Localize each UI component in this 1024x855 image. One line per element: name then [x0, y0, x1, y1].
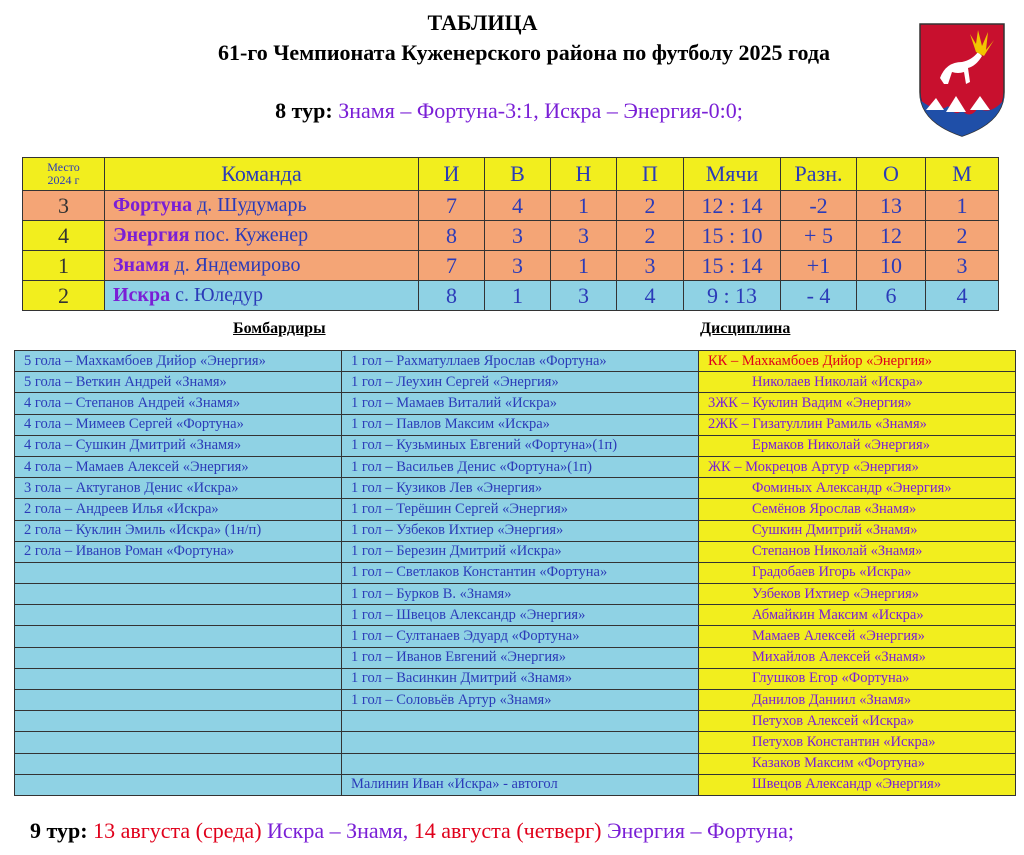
scorer-cell — [15, 753, 342, 774]
wins-cell: 3 — [485, 221, 551, 251]
standings-row — [23, 221, 999, 251]
scorer-cell: 4 гола – Мамаев Алексей «Энергия» — [15, 456, 342, 477]
header-goals: Мячи — [684, 158, 781, 191]
diff-cell: +1 — [781, 251, 857, 281]
scorer-cell: 1 гол – Бурков В. «Знамя» — [342, 584, 699, 605]
team-name: Энергия — [113, 224, 190, 246]
scorer-cell: 1 гол – Рахматуллаев Ярослав «Фортуна» — [342, 351, 699, 372]
header-position: М — [926, 158, 999, 191]
scorer-cell: 1 гол – Леухин Сергей «Энергия» — [342, 372, 699, 393]
scorer-cell: 1 гол – Васильев Денис «Фортуна»(1п) — [342, 456, 699, 477]
discipline-cell: Швецов Александр «Энергия» — [699, 774, 1016, 795]
round9-schedule — [30, 818, 794, 844]
games-cell: 8 — [419, 281, 485, 311]
scorer-cell — [15, 774, 342, 795]
round8-label: 8 тур: — [275, 98, 333, 123]
scorer-cell: 4 гола – Сушкин Дмитрий «Знамя» — [15, 435, 342, 456]
scorer-cell: 3 гола – Актуганов Денис «Искра» — [15, 478, 342, 499]
standings-header-row — [23, 158, 999, 191]
list-row — [15, 456, 1016, 477]
header-diff: Разн. — [781, 158, 857, 191]
scorer-cell — [15, 647, 342, 668]
scorers-heading: Бомбардиры — [233, 320, 326, 337]
scorer-cell: 1 гол – Павлов Максим «Искра» — [342, 414, 699, 435]
coat-of-arms-icon — [918, 22, 1006, 138]
position-cell: 3 — [926, 251, 999, 281]
games-cell: 7 — [419, 251, 485, 281]
discipline-cell: Глушков Егор «Фортуна» — [699, 668, 1016, 689]
list-row — [15, 562, 1016, 583]
scorer-cell: 1 гол – Швецов Александр «Энергия» — [342, 605, 699, 626]
scorer-cell: 1 гол – Султанаев Эдуард «Фортуна» — [342, 626, 699, 647]
list-row — [15, 753, 1016, 774]
list-row — [15, 626, 1016, 647]
list-row — [15, 541, 1016, 562]
games-cell: 8 — [419, 221, 485, 251]
scorer-cell — [15, 690, 342, 711]
header-points: О — [857, 158, 926, 191]
discipline-cell: Сушкин Дмитрий «Знамя» — [699, 520, 1016, 541]
scorer-cell: 5 гола – Веткин Андрей «Знамя» — [15, 372, 342, 393]
header-place-line1: Место — [47, 160, 80, 174]
place-cell: 4 — [23, 221, 105, 251]
round9-date2: 14 августа (четверг) — [413, 818, 602, 843]
scorer-cell: 1 гол – Мамаев Виталий «Искра» — [342, 393, 699, 414]
round9-label: 9 тур: — [30, 818, 88, 843]
discipline-cell: Степанов Николай «Знамя» — [699, 541, 1016, 562]
scorer-cell — [15, 732, 342, 753]
scorer-cell — [342, 732, 699, 753]
lists-body — [15, 351, 1016, 796]
scorer-cell — [15, 584, 342, 605]
losses-cell: 3 — [617, 251, 684, 281]
losses-cell: 2 — [617, 221, 684, 251]
discipline-cell: 3ЖК – Куклин Вадим «Энергия» — [699, 393, 1016, 414]
losses-cell: 2 — [617, 191, 684, 221]
standings-row — [23, 191, 999, 221]
team-cell — [105, 251, 419, 281]
round9-match2: Энергия – Фортуна; — [606, 818, 795, 843]
diff-cell: -2 — [781, 191, 857, 221]
round9-match1: Искра – Знамя, — [267, 818, 409, 843]
header-games: И — [419, 158, 485, 191]
list-row — [15, 393, 1016, 414]
list-row — [15, 435, 1016, 456]
scorer-cell: 1 гол – Кузиков Лев «Энергия» — [342, 478, 699, 499]
position-cell: 2 — [926, 221, 999, 251]
team-cell — [105, 281, 419, 311]
header-wins: В — [485, 158, 551, 191]
list-row — [15, 414, 1016, 435]
header-team: Команда — [105, 158, 419, 191]
scorer-cell — [15, 562, 342, 583]
discipline-cell: Николаев Николай «Искра» — [699, 372, 1016, 393]
round9-date1: 13 августа (среда) — [93, 818, 262, 843]
team-name: Знамя — [113, 254, 170, 276]
wins-cell: 4 — [485, 191, 551, 221]
place-cell: 2 — [23, 281, 105, 311]
discipline-cell: Градобаев Игорь «Искра» — [699, 562, 1016, 583]
scorer-cell: 1 гол – Узбеков Ихтиер «Энергия» — [342, 520, 699, 541]
list-row — [15, 584, 1016, 605]
header-draws: Н — [551, 158, 617, 191]
list-row — [15, 732, 1016, 753]
team-name: Фортуна — [113, 194, 193, 216]
standings-row — [23, 281, 999, 311]
team-cell — [105, 191, 419, 221]
discipline-cell: Мамаев Алексей «Энергия» — [699, 626, 1016, 647]
list-row — [15, 668, 1016, 689]
team-cell — [105, 221, 419, 251]
scorer-cell — [15, 668, 342, 689]
discipline-cell: 2ЖК – Гизатуллин Рамиль «Знамя» — [699, 414, 1016, 435]
scorer-cell — [15, 626, 342, 647]
header-place-line2: 2024 г — [47, 173, 80, 187]
place-cell: 1 — [23, 251, 105, 281]
position-cell: 1 — [926, 191, 999, 221]
scorers-discipline-table — [14, 350, 1016, 796]
discipline-cell: Данилов Даниил «Знамя» — [699, 690, 1016, 711]
discipline-cell: Петухов Константин «Искра» — [699, 732, 1016, 753]
discipline-cell: Фоминых Александр «Энергия» — [699, 478, 1016, 499]
discipline-cell: Казаков Максим «Фортуна» — [699, 753, 1016, 774]
scorer-cell: 2 гола – Андреев Илья «Искра» — [15, 499, 342, 520]
team-name: Искра — [113, 284, 171, 306]
wins-cell: 1 — [485, 281, 551, 311]
list-row — [15, 351, 1016, 372]
scorer-cell: 1 гол – Кузьминых Евгений «Фортуна»(1п) — [342, 435, 699, 456]
standings-row — [23, 251, 999, 281]
list-row — [15, 690, 1016, 711]
discipline-cell: Ермаков Николай «Энергия» — [699, 435, 1016, 456]
list-row — [15, 774, 1016, 795]
diff-cell: + 5 — [781, 221, 857, 251]
header-place — [23, 158, 105, 191]
scorer-cell: 1 гол – Светлаков Константин «Фортуна» — [342, 562, 699, 583]
discipline-cell: Петухов Алексей «Искра» — [699, 711, 1016, 732]
standings-table — [22, 157, 999, 311]
draws-cell: 1 — [551, 251, 617, 281]
wins-cell: 3 — [485, 251, 551, 281]
discipline-cell: КК – Махкамбоев Дийор «Энергия» — [699, 351, 1016, 372]
goals-cell: 12 : 14 — [684, 191, 781, 221]
page-subtitle: 61-го Чемпионата Куженерского района по футболу 2025 года — [218, 40, 830, 65]
discipline-cell: Узбеков Ихтиер «Энергия» — [699, 584, 1016, 605]
list-row — [15, 499, 1016, 520]
scorer-cell: 1 гол – Васинкин Дмитрий «Знамя» — [342, 668, 699, 689]
team-locality: пос. Куженер — [189, 224, 309, 246]
scorer-cell: 4 гола – Степанов Андрей «Знамя» — [15, 393, 342, 414]
scorer-cell: 5 гола – Махкамбоев Дийор «Энергия» — [15, 351, 342, 372]
team-locality: д. Яндемирово — [169, 254, 301, 276]
page-title: ТАБЛИЦА — [427, 10, 538, 35]
list-row — [15, 520, 1016, 541]
points-cell: 12 — [857, 221, 926, 251]
round8-results — [0, 98, 1018, 124]
place-cell: 3 — [23, 191, 105, 221]
points-cell: 6 — [857, 281, 926, 311]
list-row — [15, 372, 1016, 393]
goals-cell: 15 : 10 — [684, 221, 781, 251]
losses-cell: 4 — [617, 281, 684, 311]
draws-cell: 3 — [551, 221, 617, 251]
header-losses: П — [617, 158, 684, 191]
list-row — [15, 711, 1016, 732]
scorer-cell — [15, 711, 342, 732]
scorer-cell: Малинин Иван «Искра» - автогол — [342, 774, 699, 795]
diff-cell: - 4 — [781, 281, 857, 311]
scorer-cell — [342, 753, 699, 774]
goals-cell: 15 : 14 — [684, 251, 781, 281]
discipline-cell: ЖК – Мокрецов Артур «Энергия» — [699, 456, 1016, 477]
team-locality: с. Юледур — [170, 284, 264, 306]
scorer-cell: 1 гол – Терёшин Сергей «Энергия» — [342, 499, 699, 520]
list-row — [15, 478, 1016, 499]
discipline-cell: Семёнов Ярослав «Знамя» — [699, 499, 1016, 520]
goals-cell: 9 : 13 — [684, 281, 781, 311]
draws-cell: 1 — [551, 191, 617, 221]
list-row — [15, 647, 1016, 668]
scorer-cell — [342, 711, 699, 732]
round8-scores: Знамя – Фортуна-3:1, Искра – Энергия-0:0; — [338, 98, 743, 123]
scorer-cell: 1 гол – Иванов Евгений «Энергия» — [342, 647, 699, 668]
discipline-cell: Михайлов Алексей «Знамя» — [699, 647, 1016, 668]
position-cell: 4 — [926, 281, 999, 311]
scorer-cell — [15, 605, 342, 626]
scorer-cell: 4 гола – Мимеев Сергей «Фортуна» — [15, 414, 342, 435]
scorer-cell: 2 гола – Куклин Эмиль «Искра» (1н/п) — [15, 520, 342, 541]
scorer-cell: 2 гола – Иванов Роман «Фортуна» — [15, 541, 342, 562]
team-locality: д. Шудумарь — [192, 194, 307, 216]
list-row — [15, 605, 1016, 626]
points-cell: 10 — [857, 251, 926, 281]
discipline-heading: Дисциплина — [700, 320, 791, 337]
scorer-cell: 1 гол – Соловьёв Артур «Знамя» — [342, 690, 699, 711]
discipline-cell: Абмайкин Максим «Искра» — [699, 605, 1016, 626]
points-cell: 13 — [857, 191, 926, 221]
games-cell: 7 — [419, 191, 485, 221]
scorer-cell: 1 гол – Березин Дмитрий «Искра» — [342, 541, 699, 562]
draws-cell: 3 — [551, 281, 617, 311]
